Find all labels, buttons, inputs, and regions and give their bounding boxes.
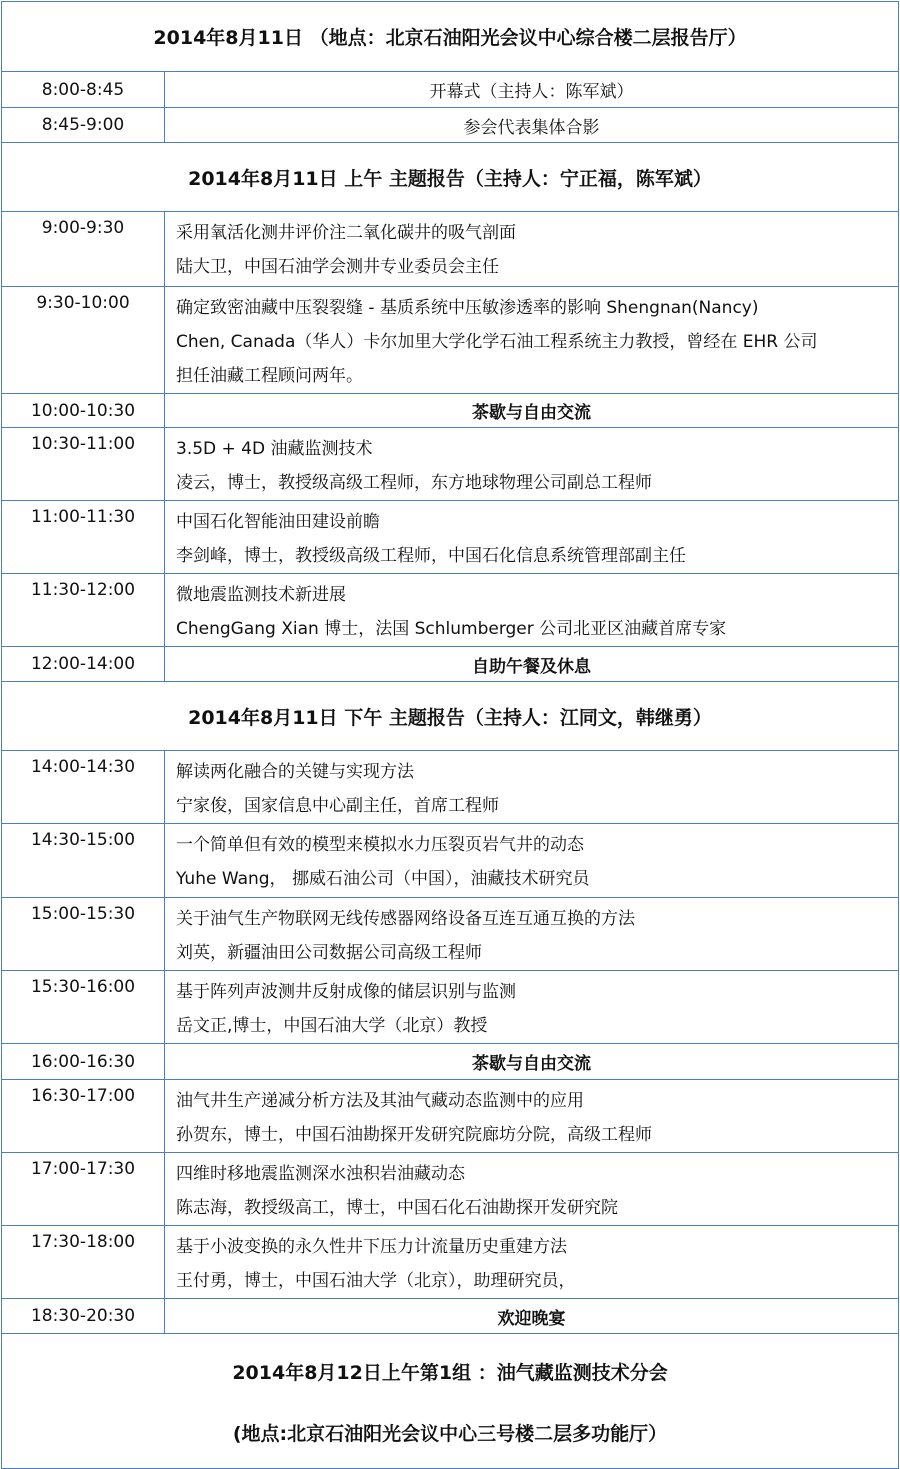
speaker-info: 岳文正,博士，中国石油大学（北京）教授 — [176, 1016, 488, 1036]
agenda-row — [2, 574, 899, 647]
agenda-row — [2, 212, 899, 287]
agenda-row — [2, 394, 899, 428]
session-time: 8:00-8:45 — [2, 72, 165, 108]
talk-title: 3.5D + 4D 油藏监测技术 — [176, 439, 373, 459]
session-time: 8:45-9:00 — [2, 108, 165, 143]
session-time: 16:00-16:30 — [2, 1044, 165, 1080]
agenda-row — [2, 501, 899, 574]
day2-header — [2, 1334, 899, 1469]
session-time: 12:00-14:00 — [2, 647, 165, 682]
session-content — [165, 1226, 899, 1299]
session-content — [165, 751, 899, 824]
talk-title: 油气井生产递减分析方法及其油气藏动态监测中的应用 — [176, 1091, 584, 1111]
session-time: 18:30-20:30 — [2, 1299, 165, 1334]
session-title: 开幕式（主持人：陈军斌） — [165, 72, 899, 108]
afternoon-header: 2014年8月11日 下午 主题报告（主持人：江同文，韩继勇） — [2, 682, 899, 751]
session-time: 10:00-10:30 — [2, 394, 165, 428]
agenda-row — [2, 824, 899, 898]
agenda-row — [2, 72, 899, 108]
agenda-row — [2, 898, 899, 971]
session-time: 11:00-11:30 — [2, 501, 165, 574]
talk-title: 一个简单但有效的模型来模拟水力压裂页岩气井的动态 — [176, 835, 584, 855]
session-time: 16:30-17:00 — [2, 1080, 165, 1153]
speaker-info: 担任油藏工程顾问两年。 — [176, 366, 363, 386]
morning-header-row — [2, 143, 899, 212]
speaker-info: 刘英，新疆油田公司数据公司高级工程师 — [176, 943, 482, 963]
speaker-info: 陈志海，教授级高工，博士，中国石化石油勘探开发研究院 — [176, 1198, 618, 1218]
talk-title: 关于油气生产物联网无线传感器网络设备互连互通互换的方法 — [176, 909, 635, 929]
session-content — [165, 1080, 899, 1153]
speaker-info: 宁家俊，国家信息中心副主任，首席工程师 — [176, 796, 499, 816]
morning-header: 2014年8月11日 上午 主题报告（主持人：宁正福，陈军斌） — [2, 143, 899, 212]
agenda-row — [2, 1153, 899, 1226]
talk-title: 确定致密油藏中压裂裂缝 - 基质系统中压敏渗透率的影响 Shengnan(Nancy) — [176, 298, 759, 318]
session-time: 11:30-12:00 — [2, 574, 165, 647]
agenda-row — [2, 1080, 899, 1153]
agenda-row — [2, 428, 899, 501]
session-time: 9:00-9:30 — [2, 212, 165, 287]
afternoon-header-row — [2, 682, 899, 751]
break-label: 茶歇与自由交流 — [165, 1044, 899, 1080]
day2-title: 2014年8月12日上午第1组 ：油气藏监测技术分会 — [232, 1362, 668, 1384]
speaker-info: ChengGang Xian 博士，法国 Schlumberger 公司北亚区油藏首席专家 — [176, 619, 727, 639]
talk-title: 基于小波变换的永久性井下压力计流量历史重建方法 — [176, 1237, 567, 1257]
speaker-info: Yuhe Wang， 挪威石油公司（中国），油藏技术研究员 — [176, 869, 590, 889]
session-time: 10:30-11:00 — [2, 428, 165, 501]
session-content — [165, 574, 899, 647]
talk-title: 采用氧活化测井评价注二氧化碳井的吸气剖面 — [176, 223, 516, 243]
agenda-row — [2, 751, 899, 824]
agenda-row — [2, 971, 899, 1044]
session-time: 17:00-17:30 — [2, 1153, 165, 1226]
session-time: 14:30-15:00 — [2, 824, 165, 898]
session-content — [165, 1153, 899, 1226]
day1-header-row — [2, 2, 899, 72]
talk-title: 基于阵列声波测井反射成像的储层识别与监测 — [176, 982, 516, 1002]
session-content — [165, 428, 899, 501]
talk-title: 微地震监测技术新进展 — [176, 585, 346, 605]
agenda-row — [2, 647, 899, 682]
agenda-body — [2, 2, 899, 1469]
agenda-row — [2, 1044, 899, 1080]
session-content — [165, 287, 899, 394]
session-content — [165, 898, 899, 971]
agenda-row — [2, 287, 899, 394]
session-time: 15:00-15:30 — [2, 898, 165, 971]
speaker-info: 王付勇，博士，中国石油大学（北京），助理研究员， — [176, 1271, 576, 1291]
break-label: 茶歇与自由交流 — [165, 394, 899, 428]
talk-title: 解读两化融合的关键与实现方法 — [176, 762, 414, 782]
session-content — [165, 212, 899, 287]
agenda-row — [2, 108, 899, 143]
session-content — [165, 971, 899, 1044]
speaker-info: 李剑峰，博士，教授级高级工程师，中国石化信息系统管理部副主任 — [176, 546, 686, 566]
speaker-info: 孙贺东，博士，中国石油勘探开发研究院廊坊分院，高级工程师 — [176, 1125, 652, 1145]
speaker-info: Chen, Canada（华人）卡尔加里大学化学石油工程系统主力教授，曾经在 EHR 公司 — [176, 332, 818, 352]
day1-header: 2014年8月11日 （地点：北京石油阳光会议中心综合楼二层报告厅） — [2, 2, 899, 72]
speaker-info: 凌云，博士，教授级高级工程师，东方地球物理公司副总工程师 — [176, 473, 652, 493]
day2-header-row — [2, 1334, 899, 1469]
session-time: 14:00-14:30 — [2, 751, 165, 824]
agenda-row — [2, 1299, 899, 1334]
session-content — [165, 824, 899, 898]
session-time: 17:30-18:00 — [2, 1226, 165, 1299]
session-content — [165, 501, 899, 574]
agenda-table — [1, 1, 899, 1469]
talk-title: 四维时移地震监测深水浊积岩油藏动态 — [176, 1164, 465, 1184]
session-time: 9:30-10:00 — [2, 287, 165, 394]
talk-title: 中国石化智能油田建设前瞻 — [176, 512, 380, 532]
break-label: 自助午餐及休息 — [165, 647, 899, 682]
session-title: 参会代表集体合影 — [165, 108, 899, 143]
session-time: 15:30-16:00 — [2, 971, 165, 1044]
day2-location: (地点:北京石油阳光会议中心三号楼二层多功能厅） — [232, 1423, 668, 1445]
agenda — [1, 1, 898, 1445]
break-label: 欢迎晚宴 — [165, 1299, 899, 1334]
agenda-row — [2, 1226, 899, 1299]
speaker-info: 陆大卫，中国石油学会测井专业委员会主任 — [176, 257, 499, 277]
